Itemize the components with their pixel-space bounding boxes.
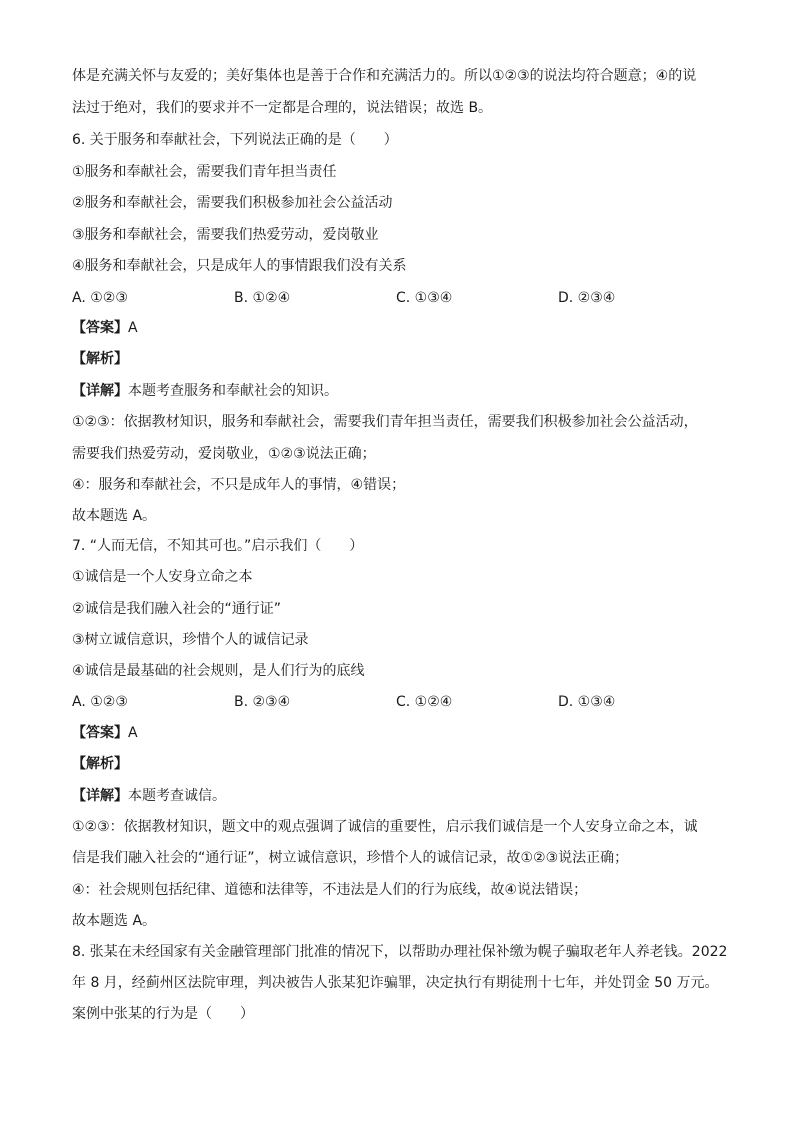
q6-explanation-2: ④：服务和奉献社会，不只是成年人的事情，④错误； — [72, 477, 406, 493]
continuation-line-1: 体是充满关怀与友爱的；美好集体也是善于合作和充满活力的。所以①②③的说法均符合题意；④的说 — [72, 68, 697, 84]
continuation-line-2: 法过于绝对，我们的要求并不一定都是合理的，说法错误；故选 B。 — [72, 100, 493, 116]
q6-answer — [72, 318, 722, 338]
q6-option-c: C. ①③④ — [396, 290, 453, 306]
q8-stem-line-1: 8. 张某在未经国家有关金融管理部门批准的情况下，以帮助办理社保补缴为幌子骗取老年人养老钱。2022 — [72, 944, 728, 960]
q6-option-a: A. ①②③ — [72, 290, 128, 306]
q6-item-1: ①服务和奉献社会，需要我们青年担当责任 — [72, 164, 337, 180]
q7-explanation-1b: 信是我们融入社会的“通行证”，树立诚信意识，珍惜个人的诚信记录，故①②③说法正确； — [72, 850, 629, 866]
q7-item-3: ③树立诚信意识，珍惜个人的诚信记录 — [72, 632, 309, 648]
q7-item-1: ①诚信是一个人安身立命之本 — [72, 569, 253, 585]
q7-detail-tag: 【详解】 — [72, 788, 128, 804]
q8-stem-line-2: 年 8 月，经蓟州区法院审理，判决被告人张某犯诈骗罪，决定执行有期徒刑十七年，并处罚金 50 万元。 — [72, 975, 719, 991]
q7-answer-tag: 【答案】 — [72, 725, 128, 741]
q7-detail — [72, 786, 722, 806]
q6-item-3: ③服务和奉献社会，需要我们热爱劳动，爱岗敬业 — [72, 227, 379, 243]
q7-option-a: A. ①②③ — [72, 694, 128, 710]
q6-conclusion: 故本题选 A。 — [72, 508, 157, 524]
q7-answer-value: A — [128, 725, 138, 741]
q6-stem: 6. 关于服务和奉献社会，下列说法正确的是（ ） — [72, 132, 398, 148]
q6-item-4: ④服务和奉献社会，只是成年人的事情跟我们没有关系 — [72, 258, 407, 274]
q6-detail-tag: 【详解】 — [72, 383, 128, 399]
q7-detail-text: 本题考查诚信。 — [128, 788, 226, 804]
q6-option-b: B. ①②④ — [234, 290, 291, 306]
q8-stem-line-3: 案例中张某的行为是（ ） — [72, 1006, 254, 1022]
q7-option-b: B. ②③④ — [234, 694, 291, 710]
q7-option-c: C. ①②④ — [396, 694, 453, 710]
q7-explanation-1a: ①②③：依据教材知识，题文中的观点强调了诚信的重要性，启示我们诚信是一个人安身立命之本，诚 — [72, 819, 698, 835]
q7-explanation-2: ④：社会规则包括纪律、道德和法律等，不违法是人们的行为底线，故④说法错误； — [72, 882, 588, 898]
q6-item-2: ②服务和奉献社会，需要我们积极参加社会公益活动 — [72, 195, 393, 211]
q6-answer-tag: 【答案】 — [72, 320, 128, 336]
q6-explanation-1b: 需要我们热爱劳动，爱岗敬业，①②③说法正确； — [72, 446, 376, 462]
q6-detail — [72, 381, 722, 401]
q6-explanation-1a: ①②③：依据教材知识，服务和奉献社会，需要我们青年担当责任，需要我们积极参加社会公益活动， — [72, 414, 698, 430]
q7-analysis-tag: 【解析】 — [72, 756, 128, 772]
q7-answer — [72, 723, 722, 743]
q6-analysis-tag: 【解析】 — [72, 351, 128, 367]
q7-conclusion: 故本题选 A。 — [72, 913, 157, 929]
q6-answer-value: A — [128, 320, 138, 336]
q6-detail-text: 本题考查服务和奉献社会的知识。 — [128, 383, 338, 399]
q7-item-2: ②诚信是我们融入社会的“通行证” — [72, 601, 282, 617]
q7-stem: 7. “人而无信，不知其可也。”启示我们（ ） — [72, 538, 364, 554]
q6-option-d: D. ②③④ — [558, 290, 616, 306]
q7-item-4: ④诚信是最基础的社会规则，是人们行为的底线 — [72, 663, 365, 679]
q7-option-d: D. ①③④ — [558, 694, 616, 710]
